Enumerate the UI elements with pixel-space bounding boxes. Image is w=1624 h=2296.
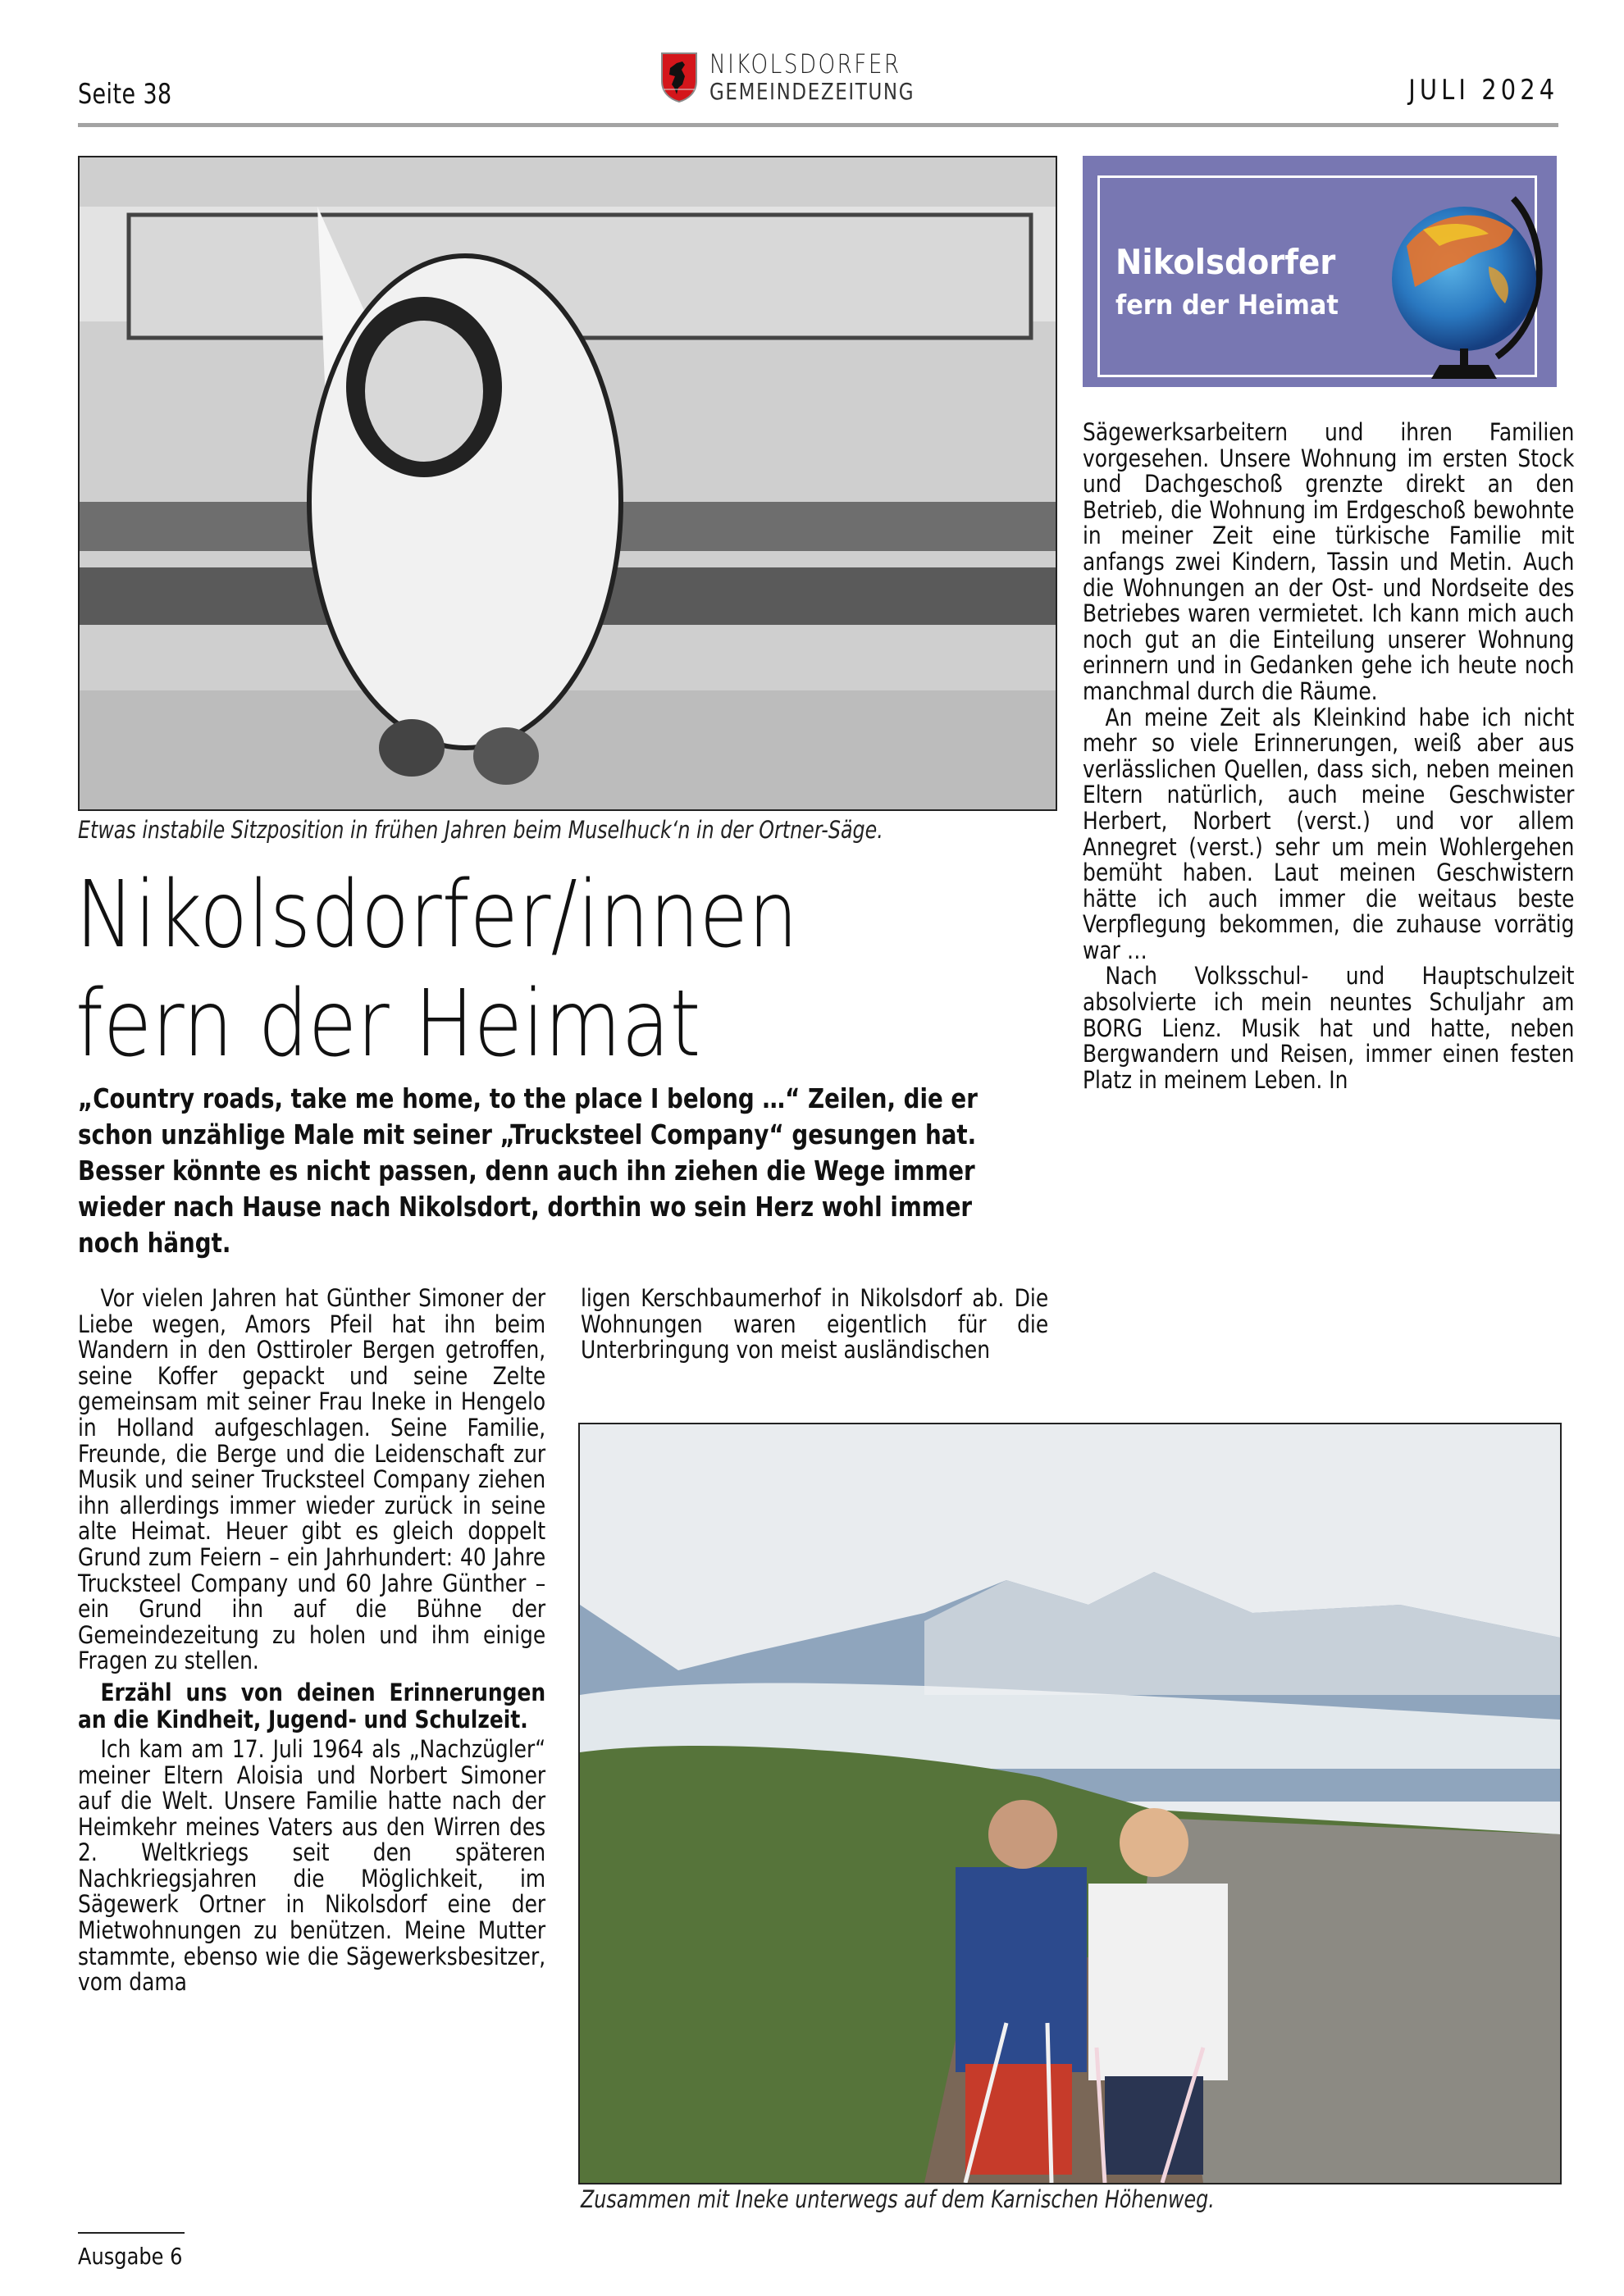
interview-question: Erzähl uns von deinen Erinnerungen an die Kindheit, Jugend- und Schulzeit. (78, 1678, 546, 1733)
paragraph: Sägewerksarbeitern und ihren Familien vorgesehen. Unsere Wohnung im ersten Stock und Dachgeschoß grenzte direkt an den Betrieb, die Wohnung im Erdgeschoß bewohnte in meiner Zeit eine türkische Familie mit anfangs zwei Kindern, Tassin und Metin. Auch die Wohnungen an der Ost- und Nordseite des Betriebes waren vermietet. Ich kann mich auch noch gut an die Einteilung unserer Wohnung erinnern und in Gedanken gehe ich heute noch manchmal durch die Räume. (1083, 418, 1575, 705)
article-column-1 (78, 1286, 545, 1996)
photo-caption-hike: Zusammen mit Ineke unterwegs auf dem Karnischen Höhenweg. (581, 2185, 1215, 2213)
badge-subtitle: fern der Heimat (1115, 289, 1339, 321)
footer-divider (78, 2232, 185, 2234)
article-column-2 (581, 1286, 1048, 1364)
paragraph: ligen Kerschbaumerhof in Nikolsdorf ab. Die Wohnungen waren eigentlich für die Unterbringung von meist ausländischen (581, 1284, 1049, 1364)
photo-caption-child: Etwas instabile Sitzposition in frühen Jahren beim Muselhuck‘n in der Ortner-Säge. (78, 816, 883, 844)
page-number: Seite 38 (78, 78, 172, 111)
publication-name: NIKOLSDORFER (709, 48, 901, 80)
publication-subtitle: GEMEINDEZEITUNG (709, 78, 915, 105)
series-badge (1083, 156, 1557, 387)
issue-number: Ausgabe 6 (78, 2243, 183, 2270)
photo-child-on-logs (78, 156, 1057, 811)
coat-of-arms-icon (660, 52, 698, 102)
article-lead: „Country roads, take me home, to the place I belong …“ Zeilen, die er schon unzählige Male mit seiner „Trucksteel Company“ gesungen hat. Besser könnte es nicht passen, denn auch ihn ziehen die Wege immer wieder nach Hause nach Nikolsdort, dorthin wo sein Herz wohl immer noch hängt. (78, 1082, 978, 1259)
paragraph: Vor vielen Jahren hat Günther Simoner der Liebe wegen, Amors Pfeil hat ihn beim Wandern in den Osttiroler Bergen getroffen, seine Koffer gepackt und seine Zelte gemeinsam mit seiner Frau Ineke in Hengelo in Holland aufgeschlagen. Seine Familie, Freunde, die Berge und die Leidenschaft zur Musik und seiner Trucksteel Company ziehen ihn allerdings immer wieder zurück in seine alte Heimat. Heuer gibt es gleich doppelt Grund zum Feiern – ein Jahrhundert: 40 Jahre Trucksteel Company und 60 Jahre Günther – ein Grund ihn auf die Bühne der Gemeindezeitung zu holen und ihm einige Fragen zu stellen. (78, 1284, 546, 1675)
publication-logo (660, 48, 960, 105)
header-divider (78, 123, 1558, 127)
paragraph: Nach Volksschul- und Hauptschulzeit absolvierte ich mein neuntes Schuljahr am BORG Lienz. Musik hat und hatte, neben Bergwandern und Reisen, immer einen festen Platz in meinem Leben. In (1083, 962, 1575, 1094)
child-photo-illustration (80, 157, 1056, 809)
paragraph: An meine Zeit als Kleinkind habe ich nicht mehr so viele Erinnerungen, weiß aber aus verlässlichen Quellen, dass sich, neben meinen Eltern natürlich, auch meine Geschwister Herbert, Norbert (verst.) und vor allem Annegret (verst.) sehr um mein Wohlergehen bemüht haben. Laut meinen Geschwistern hätte ich auch immer die weitaus beste Verpflegung bekommen, die zuhause vorrätig war … (1083, 703, 1575, 964)
article-headline (75, 861, 943, 1079)
photo-hikers-on-ridge (578, 1423, 1562, 2184)
headline-line-2: fern der Heimat (75, 971, 701, 1077)
badge-title: Nikolsdorfer (1115, 242, 1336, 282)
headline-line-1: Nikolsdorfer/innen (75, 862, 799, 968)
paragraph: Ich kam am 17. Juli 1964 als „Nachzügler“ meiner Eltern Aloisia und Norbert Simoner auf die Welt. Unsere Familie hatte nach der Heimkehr meines Vaters aus den Wirren des 2. Weltkriegs seit den späteren Nachkriegsjahren die Möglichkeit, im Sägewerk Ortner in Nikolsdorf eine der Mietwohnungen zu benützen. Meine Mutter stammte, ebenso wie die Sägewerksbesitzer, vom dama (78, 1734, 546, 1997)
article-column-3 (1083, 420, 1574, 1093)
globe-icon (1382, 189, 1546, 385)
issue-date: JULI 2024 (1408, 74, 1558, 107)
hike-photo-illustration (580, 1424, 1560, 2183)
